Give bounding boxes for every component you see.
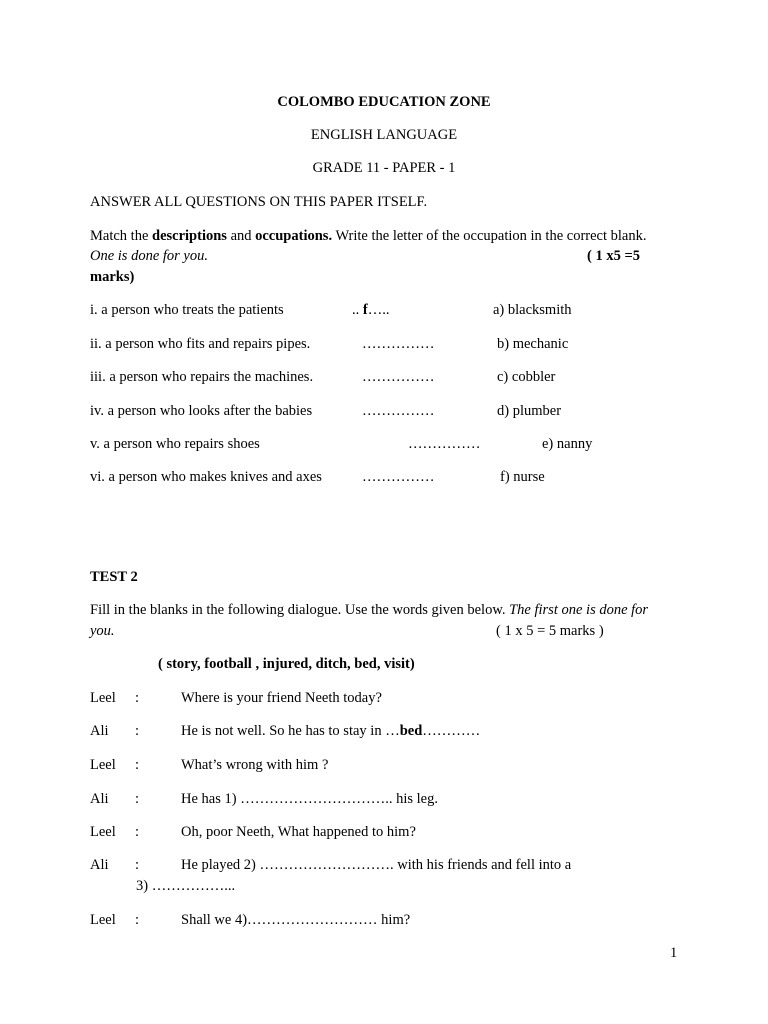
speaker-name: Leel (90, 824, 116, 840)
speaker-colon: : (135, 723, 140, 739)
matching-description: i. a person who treats the patients (90, 302, 284, 318)
speaker-name: Leel (90, 757, 116, 773)
dialogue-line: He played 2) ………………………. with his friends and fell into a (181, 857, 572, 873)
matching-blank: …………… (362, 403, 435, 419)
speaker-colon: : (135, 690, 140, 706)
test1-italic-note: One is done for you. (90, 248, 208, 264)
dialogue-line: Where is your friend Neeth today? (181, 690, 382, 706)
test1-marks-cont: marks) (90, 269, 135, 285)
header-zone: COLOMBO EDUCATION ZONE (277, 94, 491, 110)
matching-blank: …………… (362, 469, 435, 485)
general-instruction: ANSWER ALL QUESTIONS ON THIS PAPER ITSELF. (90, 194, 428, 210)
speaker-name: Ali (90, 791, 109, 807)
speaker-name: Leel (90, 690, 116, 706)
matching-option: e) nanny (542, 436, 593, 452)
matching-blank (352, 302, 389, 319)
blank-dots: ….. (367, 302, 390, 318)
matching-description: iv. a person who looks after the babies (90, 403, 313, 419)
speaker-colon: : (135, 824, 140, 840)
matching-blank: …………… (362, 336, 435, 352)
test2-marks: ( 1 x 5 = 5 marks ) (496, 623, 604, 639)
matching-description: ii. a person who fits and repairs pipes. (90, 336, 311, 352)
dialogue-line-cont: 3) ……………... (136, 878, 236, 894)
speaker-name: Leel (90, 912, 116, 928)
blank-dots: .. (352, 302, 363, 318)
test2-intro-cont: you. (90, 623, 115, 639)
matching-blank: …………… (408, 436, 481, 452)
speaker-name: Ali (90, 723, 109, 739)
dialogue-line: Shall we 4)……………………… him? (181, 912, 411, 928)
matching-option: f) nurse (500, 469, 545, 485)
speaker-name: Ali (90, 857, 109, 873)
speaker-colon: : (135, 857, 140, 873)
intro-text: and (226, 228, 256, 244)
dialogue-text: ………… (422, 723, 481, 739)
header-subject: ENGLISH LANGUAGE (310, 127, 458, 143)
speaker-colon: : (135, 757, 140, 773)
dialogue-line: What’s wrong with him ? (181, 757, 329, 773)
test2-title: TEST 2 (90, 569, 138, 585)
dialogue-line: Oh, poor Neeth, What happened to him? (181, 824, 416, 840)
test1-marks: ( 1 x5 =5 (587, 248, 640, 264)
matching-blank: …………… (362, 369, 435, 385)
page-number: 1 (670, 945, 678, 961)
intro-italic: The first one is done for (509, 602, 649, 618)
speaker-colon: : (135, 912, 140, 928)
matching-description: v. a person who repairs shoes (90, 436, 260, 452)
intro-bold: descriptions (152, 228, 227, 244)
matching-description: iii. a person who repairs the machines. (90, 369, 314, 385)
matching-option: b) mechanic (497, 336, 569, 352)
test2-intro (90, 602, 648, 619)
test1-intro (90, 228, 646, 245)
matching-option: a) blacksmith (493, 302, 572, 318)
matching-description: vi. a person who makes knives and axes (90, 469, 322, 485)
matching-option: c) cobbler (497, 369, 556, 385)
intro-text: Write the letter of the occupation in the correct blank. (332, 228, 647, 244)
blank-answer: f (362, 302, 368, 318)
dialogue-line (181, 723, 480, 740)
matching-option: d) plumber (497, 403, 562, 419)
dialogue-answer: bed (399, 723, 423, 739)
intro-text: Fill in the blanks in the following dialogue. Use the words given below. (90, 602, 510, 618)
dialogue-line: He has 1) ………………………….. his leg. (181, 791, 438, 807)
word-box: ( story, football , injured, ditch, bed, visit) (158, 656, 415, 672)
header-grade: GRADE 11 - PAPER - 1 (312, 160, 456, 176)
intro-bold: occupations. (255, 228, 333, 244)
intro-text: Match the (90, 228, 153, 244)
speaker-colon: : (135, 791, 140, 807)
dialogue-text: He is not well. So he has to stay in … (181, 723, 400, 739)
